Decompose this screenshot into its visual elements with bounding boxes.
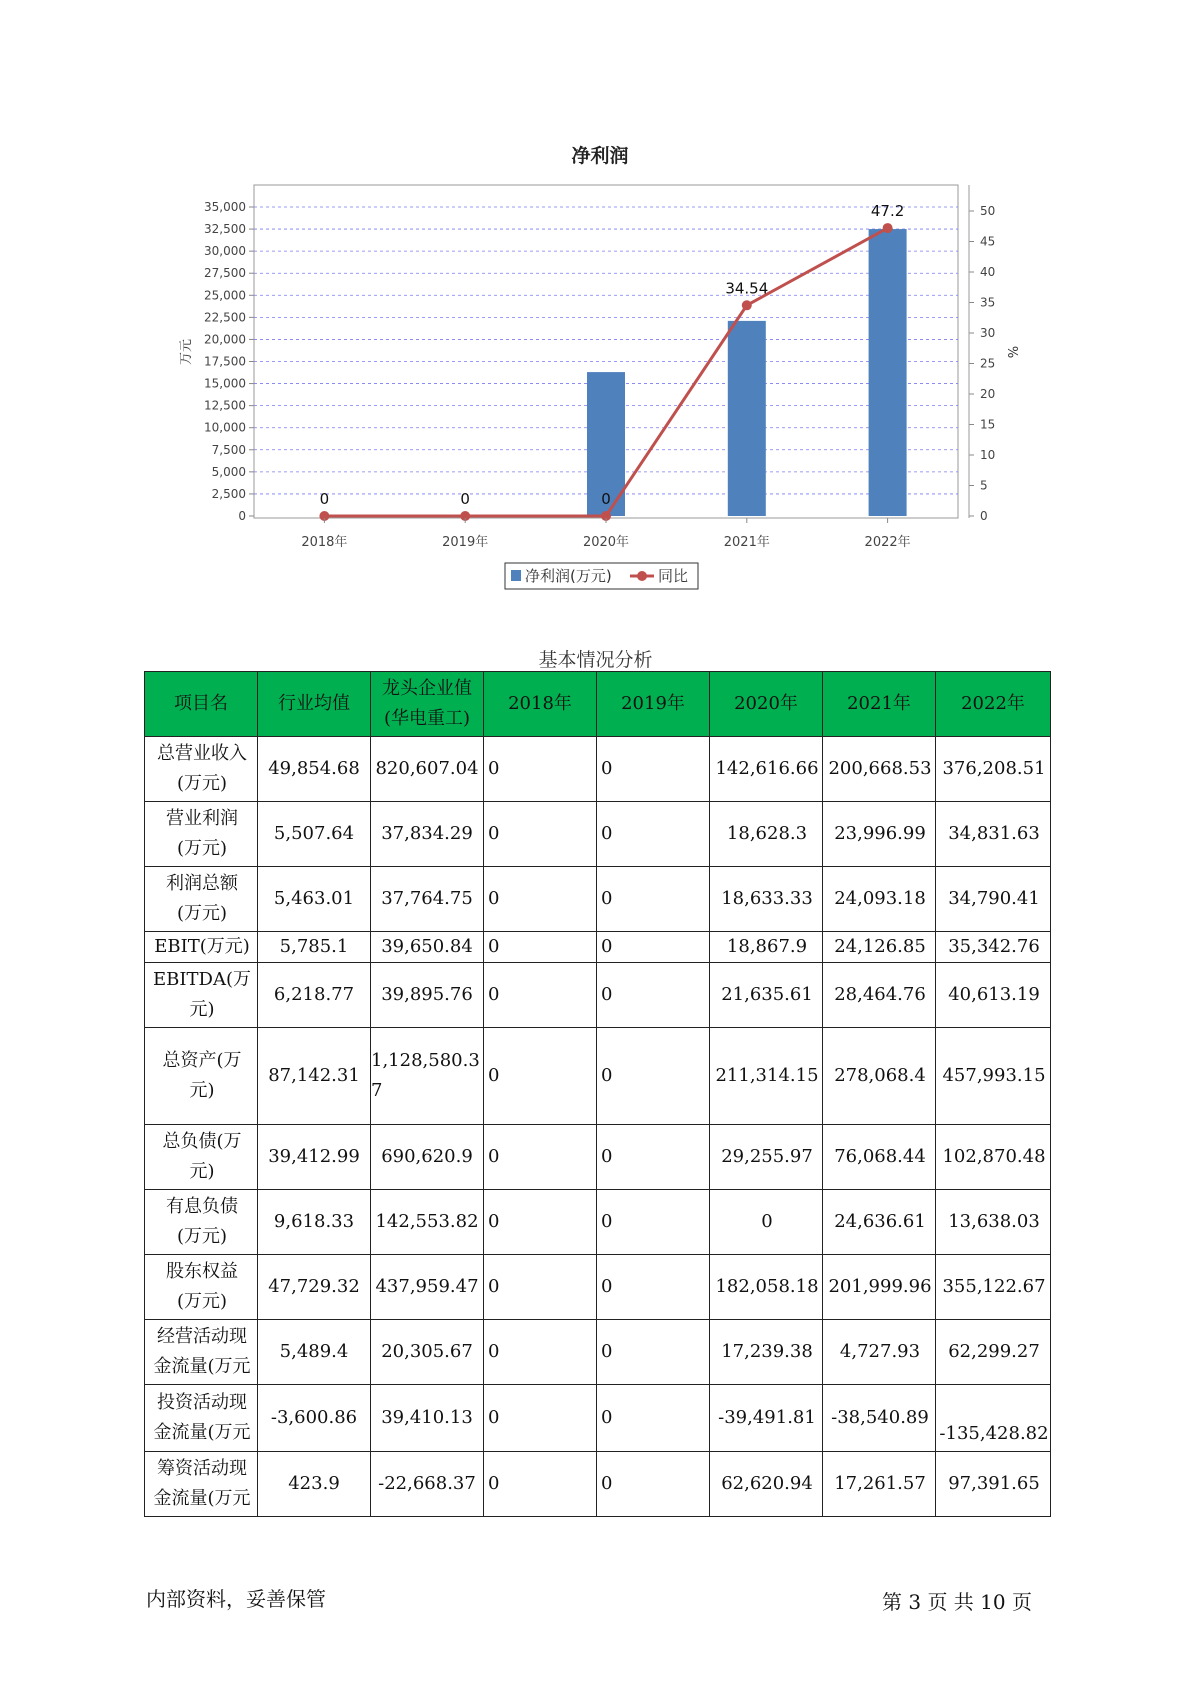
chart-title: 净利润 — [571, 145, 629, 167]
table-row — [145, 932, 1051, 963]
x-tick-label: 2021年 — [723, 535, 770, 550]
table-cell: 35,342.76 — [936, 932, 1051, 963]
table-cell: 5,463.01 — [258, 867, 371, 932]
table-cell: 49,854.68 — [258, 737, 371, 802]
table-cell: 0 — [597, 1190, 710, 1255]
y-tick-label: 2,500 — [211, 486, 246, 501]
table-row — [145, 1320, 1051, 1385]
table-cell: 0 — [710, 1190, 823, 1255]
table-cell: 17,261.57 — [823, 1452, 936, 1517]
y-tick-label: 0 — [238, 509, 246, 523]
table-cell: 24,126.85 — [823, 932, 936, 963]
table-cell: 5,489.4 — [258, 1320, 371, 1385]
table-cell: 0 — [597, 1028, 710, 1125]
y2-tick-label: 25 — [980, 356, 996, 371]
right-axis-ticks — [969, 204, 995, 523]
row-label: 股东权益 (万元) — [145, 1255, 258, 1320]
y2-tick-label: 15 — [980, 417, 996, 432]
table-cell: 355,122.67 — [936, 1255, 1051, 1320]
data-label: 34.54 — [725, 279, 769, 298]
x-tick-label: 2022年 — [864, 535, 911, 550]
y-tick-label: 27,500 — [204, 266, 246, 281]
row-label: 投资活动现 金流量(万元 — [145, 1385, 258, 1452]
x-tick-label: 2019年 — [442, 535, 489, 550]
y-axis-label: 万元 — [179, 338, 194, 366]
y-tick-label: 5,000 — [211, 464, 246, 479]
footer-confidential: 内部资料，妥善保管 — [146, 1587, 326, 1611]
table-cell: 200,668.53 — [823, 737, 936, 802]
legend-bar-swatch — [511, 570, 521, 581]
y-tick-label: 25,000 — [204, 288, 246, 303]
table-cell: 0 — [597, 1452, 710, 1517]
table-header-cell: 项目名 — [145, 672, 258, 737]
table-cell: 0 — [484, 1255, 597, 1320]
y2-tick-label: 5 — [980, 478, 988, 493]
table-cell: 820,607.04 — [371, 737, 484, 802]
table-cell: 39,412.99 — [258, 1125, 371, 1190]
y2-tick-label: 10 — [980, 448, 996, 462]
table-cell: 0 — [484, 932, 597, 963]
table-row — [145, 1255, 1051, 1320]
table-cell: 0 — [484, 867, 597, 932]
table-row — [145, 802, 1051, 867]
row-label: 总营业收入 (万元) — [145, 737, 258, 802]
basic-analysis-table — [144, 671, 1051, 1517]
legend-line-label: 同比 — [658, 567, 689, 585]
y-tick-label: 30,000 — [204, 244, 246, 259]
data-label: 0 — [460, 490, 470, 508]
y2-tick-label: 35 — [980, 295, 996, 310]
y-tick-label: 17,500 — [204, 354, 246, 369]
table-cell: 278,068.4 — [823, 1028, 936, 1125]
table-row — [145, 1385, 1051, 1452]
table-cell: -39,491.81 — [710, 1385, 823, 1452]
table-cell: 17,239.38 — [710, 1320, 823, 1385]
table-cell: 37,834.29 — [371, 802, 484, 867]
table-cell: 0 — [597, 1255, 710, 1320]
table-cell: 0 — [597, 737, 710, 802]
legend — [505, 563, 698, 589]
table-cell: 23,996.99 — [823, 802, 936, 867]
y2-tick-label: 30 — [980, 326, 996, 340]
table-header-cell: 龙头企业值 (华电重工) — [371, 672, 484, 737]
chart-canvas — [0, 0, 1191, 600]
table-cell: 437,959.47 — [371, 1255, 484, 1320]
table-cell: 9,618.33 — [258, 1190, 371, 1255]
table-cell: 18,628.3 — [710, 802, 823, 867]
table-cell: 40,613.19 — [936, 963, 1051, 1028]
x-tick-label: 2020年 — [582, 535, 630, 550]
y2-tick-label: 45 — [980, 234, 996, 249]
table-cell: 18,867.9 — [710, 932, 823, 963]
table-cell: 142,553.82 — [371, 1190, 484, 1255]
table-cell: 62,299.27 — [936, 1320, 1051, 1385]
table-cell: 34,790.41 — [936, 867, 1051, 932]
table-cell: -3,600.86 — [258, 1385, 371, 1452]
y-tick-label: 20,000 — [204, 332, 246, 347]
bar — [728, 321, 766, 516]
table-cell: 18,633.33 — [710, 867, 823, 932]
table-cell: 182,058.18 — [710, 1255, 823, 1320]
table-header-cell: 2022年 — [936, 672, 1051, 737]
line-point — [883, 223, 893, 233]
row-label: 有息负债 (万元) — [145, 1190, 258, 1255]
net-profit-chart — [0, 0, 1191, 600]
table-cell: 24,093.18 — [823, 867, 936, 932]
left-axis-ticks — [204, 200, 254, 523]
y-tick-label: 32,500 — [204, 222, 246, 237]
table-header-row — [145, 672, 1051, 737]
row-label: 经营活动现 金流量(万元 — [145, 1320, 258, 1385]
table-cell: 13,638.03 — [936, 1190, 1051, 1255]
table-row — [145, 737, 1051, 802]
table-cell: 24,636.61 — [823, 1190, 936, 1255]
row-label: 总负债(万 元) — [145, 1125, 258, 1190]
table-cell: 0 — [484, 1190, 597, 1255]
table-cell: 5,785.1 — [258, 932, 371, 963]
data-label: 47.2 — [870, 202, 905, 221]
table-cell: 0 — [484, 737, 597, 802]
row-label: 营业利润 (万元) — [145, 802, 258, 867]
table-cell: 28,464.76 — [823, 963, 936, 1028]
table-cell: 457,993.15 — [936, 1028, 1051, 1125]
table-cell: 39,410.13 — [371, 1385, 484, 1452]
row-label: 筹资活动现 金流量(万元 — [145, 1452, 258, 1517]
table-cell: 0 — [484, 1385, 597, 1452]
legend-line-marker — [637, 571, 647, 581]
table-cell: 142,616.66 — [710, 737, 823, 802]
y-tick-label: 35,000 — [204, 200, 246, 214]
data-label: 0 — [601, 490, 611, 508]
y-tick-label: 10,000 — [204, 420, 246, 435]
table-cell: 376,208.51 — [936, 737, 1051, 802]
table-cell: 0 — [484, 963, 597, 1028]
table-header-cell: 行业均值 — [258, 672, 371, 737]
row-label: EBITDA(万 元) — [145, 963, 258, 1028]
line-point — [742, 300, 752, 310]
y-tick-label: 7,500 — [211, 442, 246, 457]
table-cell: 39,650.84 — [371, 932, 484, 963]
legend-bar-label: 净利润(万元) — [525, 567, 612, 585]
y-tick-label: 12,500 — [204, 398, 246, 413]
row-label: 利润总额 (万元) — [145, 867, 258, 932]
table-header-cell: 2020年 — [710, 672, 823, 737]
bar — [869, 229, 907, 516]
table-caption: 基本情况分析 — [538, 649, 653, 671]
table-cell: 62,620.94 — [710, 1452, 823, 1517]
table-row — [145, 1125, 1051, 1190]
table-cell: 690,620.9 — [371, 1125, 484, 1190]
table-cell: 0 — [484, 1028, 597, 1125]
table-cell: 87,142.31 — [258, 1028, 371, 1125]
table-cell: 5,507.64 — [258, 802, 371, 867]
table-cell: 29,255.97 — [710, 1125, 823, 1190]
y2-tick-label: 50 — [980, 204, 996, 218]
row-label: 总资产(万 元) — [145, 1028, 258, 1125]
table-cell: 0 — [484, 1452, 597, 1517]
table-cell: 0 — [597, 1320, 710, 1385]
table-cell: 21,635.61 — [710, 963, 823, 1028]
table-cell: 0 — [597, 867, 710, 932]
x-tick-label: 2018年 — [301, 535, 348, 550]
table-cell: 1,128,580.3 7 — [371, 1028, 484, 1125]
table-cell: -135,428.82 — [936, 1385, 1051, 1452]
y2-tick-label: 20 — [980, 387, 996, 401]
table-cell: 211,314.15 — [710, 1028, 823, 1125]
table-body — [145, 737, 1051, 1517]
y2-tick-label: 0 — [980, 509, 988, 523]
table-cell: 97,391.65 — [936, 1452, 1051, 1517]
row-label: EBIT(万元) — [145, 932, 258, 963]
table-cell: 6,218.77 — [258, 963, 371, 1028]
x-axis-ticks — [301, 518, 910, 550]
table-cell: 76,068.44 — [823, 1125, 936, 1190]
table-row — [145, 1190, 1051, 1255]
footer-page-number: 第 3 页 共 10 页 — [882, 1590, 1032, 1614]
table-cell: 4,727.93 — [823, 1320, 936, 1385]
table-cell: 37,764.75 — [371, 867, 484, 932]
table-cell: 47,729.32 — [258, 1255, 371, 1320]
table-cell: -38,540.89 — [823, 1385, 936, 1452]
table-row — [145, 1452, 1051, 1517]
table-cell: 201,999.96 — [823, 1255, 936, 1320]
table-header-cell: 2019年 — [597, 672, 710, 737]
y2-axis-label: % — [1004, 345, 1019, 359]
table-row — [145, 963, 1051, 1028]
table-row — [145, 1028, 1051, 1125]
table-cell: -22,668.37 — [371, 1452, 484, 1517]
y-tick-label: 15,000 — [204, 376, 246, 391]
table-cell: 102,870.48 — [936, 1125, 1051, 1190]
table-cell: 0 — [597, 1125, 710, 1190]
table-cell: 423.9 — [258, 1452, 371, 1517]
table-header-cell: 2021年 — [823, 672, 936, 737]
table-row — [145, 867, 1051, 932]
table-cell: 0 — [484, 1125, 597, 1190]
table-cell: 20,305.67 — [371, 1320, 484, 1385]
table-cell: 0 — [484, 1320, 597, 1385]
y2-tick-label: 40 — [980, 265, 996, 279]
table-cell: 0 — [484, 802, 597, 867]
table-cell: 0 — [597, 802, 710, 867]
data-label: 0 — [319, 490, 330, 508]
table-cell: 0 — [597, 1385, 710, 1452]
table-cell: 39,895.76 — [371, 963, 484, 1028]
table-cell: 0 — [597, 963, 710, 1028]
y-tick-label: 22,500 — [204, 310, 246, 325]
table-cell: 0 — [597, 932, 710, 963]
table-header-cell: 2018年 — [484, 672, 597, 737]
table-cell: 34,831.63 — [936, 802, 1051, 867]
